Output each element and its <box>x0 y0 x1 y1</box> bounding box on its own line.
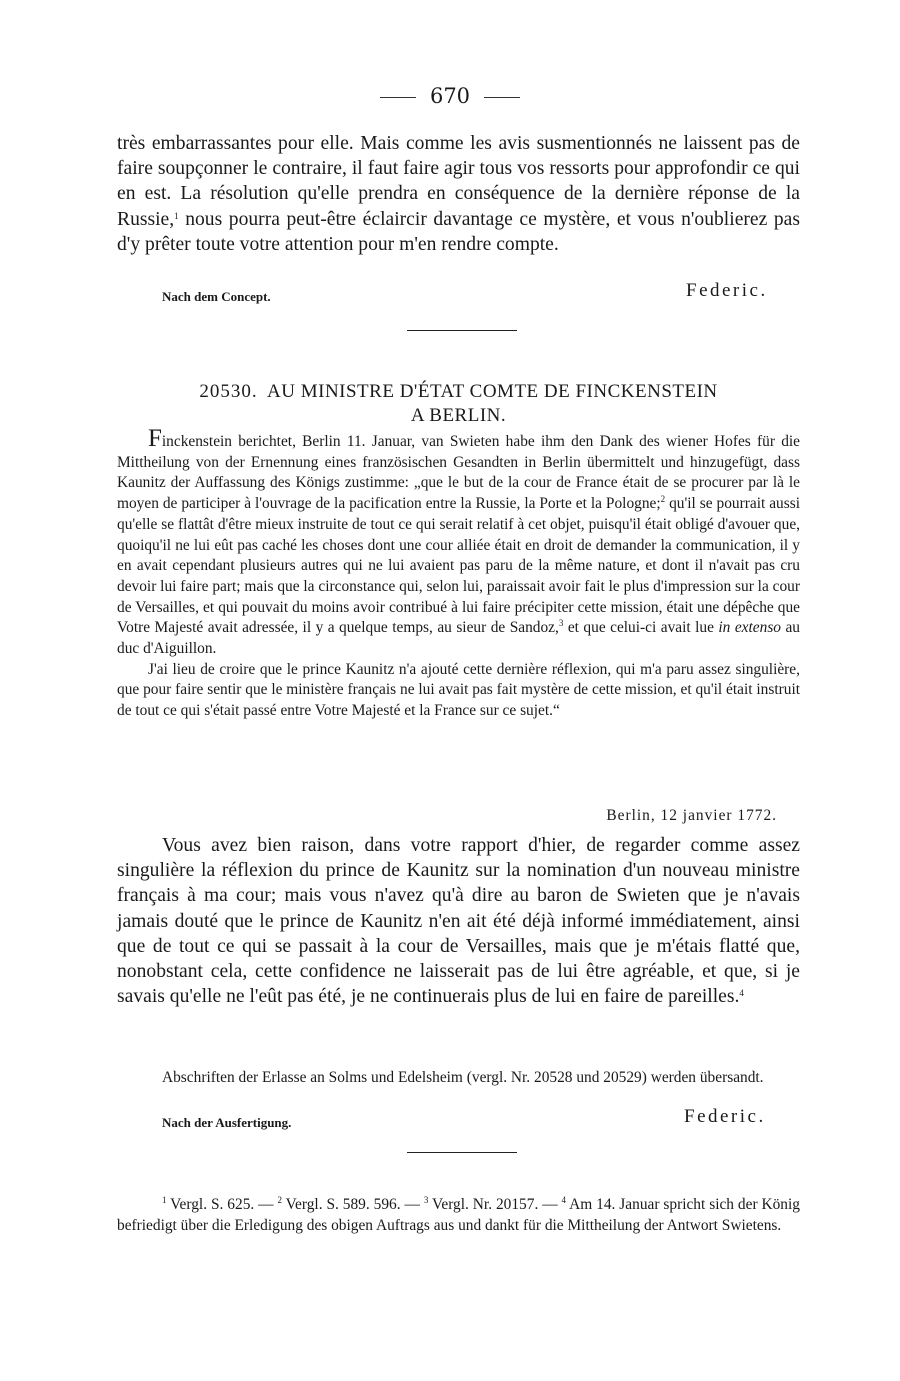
report-paragraph-2: J'ai lieu de croire que le prince Kaunitz n'a ajouté cette dernière réflexion, qui m'a paru assez singulière, que pour faire sentir que le ministère français ne lui avait pas fait mystère de cette mission, et qu'il était instruit de tout ce qui s'était passé entre Votre Majesté et la France sur ce sujet.“ <box>117 660 800 720</box>
footnote-4: Am 14. Januar spricht sich der König befriedigt über die Erledigung des obigen Auftrags aus und dankt für die Mittheilung der Antwort Swietens. <box>117 1196 800 1234</box>
dateline: Berlin, 12 janvier 1772. <box>606 807 777 824</box>
footnote-ref-3: 3 <box>558 618 564 629</box>
copies-note-text: Abschriften der Erlasse an Solms und Edelsheim (vergl. Nr. 20528 und 20529) werden übersandt. <box>162 1069 764 1086</box>
page-number-text: 670 <box>429 84 471 108</box>
report-summary <box>117 425 800 722</box>
page-number-dash-left <box>380 97 416 98</box>
page-number <box>0 84 900 108</box>
letter-continuation-text: très embarrassantes pour elle. Mais comme les avis susmentionnés ne laissent pas de faire soupçonner le contraire, il faut faire agir tous vos ressorts pour approfondir ce qui en est. La résolution qu'elle prendra en conséquence de la dernière réponse de la Russie, <box>117 133 800 230</box>
footnote-ref-4: 4 <box>739 988 744 999</box>
footnote-3: Vergl. Nr. 20157. — <box>428 1196 562 1213</box>
footnote-marker-2: 2 <box>277 1195 282 1205</box>
copies-note <box>117 1068 800 1089</box>
footnote-marker-4: 4 <box>561 1195 567 1205</box>
footnote-ref-2: 2 <box>660 494 666 505</box>
footnote-marker-3: 3 <box>423 1195 429 1205</box>
document-heading <box>117 380 800 428</box>
report-text-3: et que celui-ci avait lue <box>563 619 719 637</box>
footnote-2: Vergl. S. 589. 596. — <box>281 1196 424 1213</box>
footnote-marker-1: 1 <box>162 1195 167 1205</box>
report-text-2: qu'il se pourrait aussi qu'elle se flattât d'être mieux instruite de tout ce qui serait relatif à cet objet, puisqu'il était obligé d'avouer que, quoiqu'il ne lui eût pas caché les choses dont une cour alliée était en droit de demander la communication, il y en avait cependant plusieurs autres qui ne lui avaient pas paru de la même nature, et dont il n'avait pas cru devoir lui faire part; mais que la circonstance qui, selon lui, paraissait avoir fait le plus d'impression sur la cour de Versailles, et qui pouvait du moins avoir contribué à lui faire précipiter cette mission, était une dépêche que Votre Majesté avait adressée, il y a quelque temps, au sieur de Sandoz, <box>117 495 800 637</box>
letter-continuation <box>117 131 800 257</box>
drop-initial: F <box>148 425 162 452</box>
document-number: 20530. <box>199 381 258 402</box>
heading-line-1: AU MINISTRE D'ÉTAT COMTE DE FINCKENSTEIN <box>267 381 718 402</box>
signature: Federic. <box>686 280 768 301</box>
footnotes <box>117 1195 800 1236</box>
report-italic: in extenso <box>718 619 781 637</box>
letter-continuation-text-after: nous pourra peut-être éclaircir davantage ce mystère, et vous n'oublierez pas d'y prêter toute votre attention pour m'en rendre compte. <box>117 208 800 255</box>
section-divider <box>407 330 517 331</box>
source-note-concept: Nach dem Concept. <box>162 289 271 304</box>
heading-line-2: A BERLIN. <box>410 405 507 426</box>
report-text-4: au duc d'Aiguillon. <box>117 619 800 658</box>
main-letter <box>117 833 800 1009</box>
source-note-ausfertigung: Nach der Ausfertigung. <box>162 1115 292 1130</box>
footnote-1: Vergl. S. 625. — <box>166 1196 278 1213</box>
main-letter-text: Vous avez bien raison, dans votre rapport d'hier, de regarder comme assez singulière la réflexion du prince de Kaunitz sur la nomination d'un nouveau ministre français à ma cour; mais vous n'avez qu'à dire au baron de Swieten que je n'avais jamais douté que le prince de Kaunitz n'en ait été déjà informé immédiatement, ainsi que de tout ce qui se passait à la cour de Versailles, mais que je m'étais flatté que, nonobstant cela, cette confidence ne laisserait pas de lui être agréable, et que, si je savais qu'elle ne l'eût pas été, je ne continuerais plus de lui en faire de pareilles. <box>117 835 800 1008</box>
footnote-divider <box>407 1152 517 1153</box>
signature-2: Federic. <box>684 1106 766 1127</box>
footnote-ref-1: 1 <box>174 210 179 221</box>
page-number-dash-right <box>484 97 520 98</box>
report-text-1: inckenstein berichtet, Berlin 11. Januar, van Swieten habe ihm den Dank des wiener Hofes für die Mittheilung von der Ernennung eines französischen Gesandten in Berlin übermittelt und hinzugefügt, dass Kaunitz der Auffassung des Königs zustimme: „que le but de la cour de France était de se procurer par là le moyen de participer à l'ouvrage de la pacification entre la Russie, la Porte et la Pologne; <box>117 433 800 513</box>
